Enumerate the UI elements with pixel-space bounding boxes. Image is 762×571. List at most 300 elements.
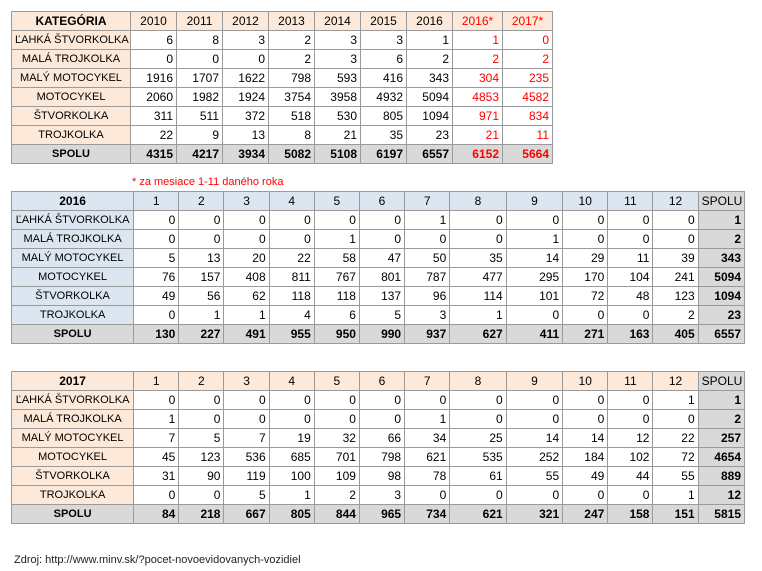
table-row bbox=[12, 69, 553, 88]
grand-total: 6557 bbox=[698, 325, 744, 344]
total-value: 627 bbox=[450, 325, 506, 344]
value-cell: 1622 bbox=[223, 69, 269, 88]
row-sum: 257 bbox=[698, 429, 744, 448]
value-cell: 2 bbox=[653, 306, 698, 325]
value-cell: 0 bbox=[608, 486, 653, 505]
value-cell: 304 bbox=[453, 69, 503, 88]
value-cell: 61 bbox=[450, 467, 506, 486]
value-cell: 0 bbox=[563, 230, 608, 249]
month-header: 5 bbox=[314, 372, 359, 391]
value-cell: 1 bbox=[224, 306, 269, 325]
value-cell: 101 bbox=[506, 287, 562, 306]
value-cell: 0 bbox=[359, 230, 404, 249]
value-cell: 119 bbox=[224, 467, 269, 486]
value-cell: 0 bbox=[314, 410, 359, 429]
row-sum: 343 bbox=[698, 249, 744, 268]
table-row bbox=[12, 467, 745, 486]
footnote: * za mesiace 1-11 daného roka bbox=[132, 176, 284, 188]
total-value: 321 bbox=[506, 505, 562, 524]
value-cell: 0 bbox=[563, 391, 608, 410]
total-value: 84 bbox=[134, 505, 179, 524]
value-cell: 2 bbox=[453, 50, 503, 69]
total-label: SPOLU bbox=[12, 325, 134, 344]
value-cell: 14 bbox=[563, 429, 608, 448]
value-cell: 44 bbox=[608, 467, 653, 486]
value-cell: 7 bbox=[224, 429, 269, 448]
row-sum: 2 bbox=[698, 230, 744, 249]
value-cell: 62 bbox=[224, 287, 269, 306]
value-cell: 593 bbox=[315, 69, 361, 88]
value-cell: 56 bbox=[179, 287, 224, 306]
table-row bbox=[12, 88, 553, 107]
row-sum: 12 bbox=[698, 486, 744, 505]
total-value: 130 bbox=[134, 325, 179, 344]
value-cell: 0 bbox=[405, 391, 450, 410]
value-cell: 2 bbox=[269, 50, 315, 69]
value-cell: 511 bbox=[177, 107, 223, 126]
value-cell: 45 bbox=[134, 448, 179, 467]
value-cell: 55 bbox=[506, 467, 562, 486]
row-sum: 5094 bbox=[698, 268, 744, 287]
table-row bbox=[12, 107, 553, 126]
value-cell: 0 bbox=[224, 211, 269, 230]
value-cell: 4853 bbox=[453, 88, 503, 107]
value-cell: 1 bbox=[653, 391, 698, 410]
value-cell: 66 bbox=[359, 429, 404, 448]
value-cell: 535 bbox=[450, 448, 506, 467]
value-cell: 35 bbox=[361, 126, 407, 145]
year-header: 2016 bbox=[12, 192, 134, 211]
value-cell: 0 bbox=[134, 391, 179, 410]
category-header: KATEGÓRIA bbox=[12, 12, 131, 31]
value-cell: 798 bbox=[269, 69, 315, 88]
category-label: MOTOCYKEL bbox=[12, 268, 134, 287]
value-cell: 35 bbox=[450, 249, 506, 268]
value-cell: 0 bbox=[314, 391, 359, 410]
value-cell: 157 bbox=[179, 268, 224, 287]
total-value: 271 bbox=[563, 325, 608, 344]
value-cell: 5 bbox=[359, 306, 404, 325]
total-value: 218 bbox=[179, 505, 224, 524]
category-label: MALÁ TROJKOLKA bbox=[12, 410, 134, 429]
value-cell: 408 bbox=[224, 268, 269, 287]
value-cell: 3 bbox=[315, 50, 361, 69]
total-value: 227 bbox=[179, 325, 224, 344]
value-cell: 184 bbox=[563, 448, 608, 467]
month-header: 3 bbox=[224, 372, 269, 391]
value-cell: 118 bbox=[314, 287, 359, 306]
value-cell: 3754 bbox=[269, 88, 315, 107]
value-cell: 29 bbox=[563, 249, 608, 268]
value-cell: 1 bbox=[450, 306, 506, 325]
category-label: TROJKOLKA bbox=[12, 306, 134, 325]
total-value: 411 bbox=[506, 325, 562, 344]
value-cell: 0 bbox=[563, 486, 608, 505]
value-cell: 13 bbox=[223, 126, 269, 145]
value-cell: 7 bbox=[134, 429, 179, 448]
value-cell: 5 bbox=[134, 249, 179, 268]
value-cell: 6 bbox=[314, 306, 359, 325]
value-cell: 1 bbox=[653, 486, 698, 505]
value-cell: 1 bbox=[407, 31, 453, 50]
month-header: 12 bbox=[653, 192, 698, 211]
total-value: 5108 bbox=[315, 145, 361, 164]
month-header: 1 bbox=[134, 192, 179, 211]
value-cell: 3 bbox=[405, 306, 450, 325]
value-cell: 0 bbox=[506, 486, 562, 505]
value-cell: 0 bbox=[179, 391, 224, 410]
value-cell: 0 bbox=[223, 50, 269, 69]
table-row bbox=[12, 287, 745, 306]
year-header: 2017* bbox=[503, 12, 553, 31]
value-cell: 0 bbox=[224, 410, 269, 429]
value-cell: 72 bbox=[563, 287, 608, 306]
value-cell: 252 bbox=[506, 448, 562, 467]
row-sum: 1 bbox=[698, 211, 744, 230]
value-cell: 76 bbox=[134, 268, 179, 287]
value-cell: 3958 bbox=[315, 88, 361, 107]
total-value: 621 bbox=[450, 505, 506, 524]
month-header: 12 bbox=[653, 372, 698, 391]
value-cell: 0 bbox=[269, 410, 314, 429]
month-header: 7 bbox=[405, 372, 450, 391]
value-cell: 32 bbox=[314, 429, 359, 448]
value-cell: 22 bbox=[269, 249, 314, 268]
value-cell: 0 bbox=[359, 211, 404, 230]
value-cell: 5094 bbox=[407, 88, 453, 107]
year-header: 2017 bbox=[12, 372, 134, 391]
row-sum: 4654 bbox=[698, 448, 744, 467]
category-label: MOTOCYKEL bbox=[12, 448, 134, 467]
category-label: MALÁ TROJKOLKA bbox=[12, 50, 131, 69]
total-value: 734 bbox=[405, 505, 450, 524]
year-header: 2011 bbox=[177, 12, 223, 31]
value-cell: 2060 bbox=[131, 88, 177, 107]
category-label: TROJKOLKA bbox=[12, 126, 131, 145]
value-cell: 0 bbox=[608, 306, 653, 325]
value-cell: 0 bbox=[450, 410, 506, 429]
total-value: 805 bbox=[269, 505, 314, 524]
category-label: ŠTVORKOLKA bbox=[12, 467, 134, 486]
value-cell: 0 bbox=[653, 211, 698, 230]
value-cell: 0 bbox=[269, 230, 314, 249]
total-row bbox=[12, 325, 745, 344]
row-sum: 1094 bbox=[698, 287, 744, 306]
month-header: 9 bbox=[506, 192, 562, 211]
value-cell: 0 bbox=[405, 486, 450, 505]
value-cell: 50 bbox=[405, 249, 450, 268]
value-cell: 11 bbox=[503, 126, 553, 145]
value-cell: 48 bbox=[608, 287, 653, 306]
grand-total: 5815 bbox=[698, 505, 744, 524]
value-cell: 0 bbox=[608, 410, 653, 429]
month-header: 4 bbox=[269, 372, 314, 391]
month-header: 5 bbox=[314, 192, 359, 211]
value-cell: 0 bbox=[563, 306, 608, 325]
total-value: 990 bbox=[359, 325, 404, 344]
value-cell: 137 bbox=[359, 287, 404, 306]
month-header: 8 bbox=[450, 192, 506, 211]
row-sum: 889 bbox=[698, 467, 744, 486]
value-cell: 19 bbox=[269, 429, 314, 448]
total-value: 6557 bbox=[407, 145, 453, 164]
value-cell: 685 bbox=[269, 448, 314, 467]
value-cell: 801 bbox=[359, 268, 404, 287]
year-header: 2010 bbox=[131, 12, 177, 31]
total-value: 491 bbox=[224, 325, 269, 344]
month-header: 2 bbox=[179, 372, 224, 391]
total-label: SPOLU bbox=[12, 505, 134, 524]
month-header: 1 bbox=[134, 372, 179, 391]
value-cell: 1924 bbox=[223, 88, 269, 107]
year-header: 2012 bbox=[223, 12, 269, 31]
value-cell: 22 bbox=[131, 126, 177, 145]
value-cell: 4 bbox=[269, 306, 314, 325]
value-cell: 90 bbox=[179, 467, 224, 486]
value-cell: 0 bbox=[134, 306, 179, 325]
table-row bbox=[12, 211, 745, 230]
value-cell: 0 bbox=[177, 50, 223, 69]
value-cell: 9 bbox=[177, 126, 223, 145]
row-sum: 1 bbox=[698, 391, 744, 410]
value-cell: 47 bbox=[359, 249, 404, 268]
table-row bbox=[12, 306, 745, 325]
value-cell: 1 bbox=[134, 410, 179, 429]
value-cell: 811 bbox=[269, 268, 314, 287]
value-cell: 0 bbox=[359, 391, 404, 410]
year-header: 2014 bbox=[315, 12, 361, 31]
value-cell: 0 bbox=[359, 410, 404, 429]
value-cell: 3 bbox=[223, 31, 269, 50]
category-label: TROJKOLKA bbox=[12, 486, 134, 505]
sum-header: SPOLU bbox=[698, 372, 744, 391]
value-cell: 5 bbox=[224, 486, 269, 505]
value-cell: 798 bbox=[359, 448, 404, 467]
value-cell: 0 bbox=[506, 306, 562, 325]
total-value: 6152 bbox=[453, 145, 503, 164]
category-label: MALÝ MOTOCYKEL bbox=[12, 429, 134, 448]
month-header: 6 bbox=[359, 192, 404, 211]
month-header: 9 bbox=[506, 372, 562, 391]
value-cell: 295 bbox=[506, 268, 562, 287]
value-cell: 3 bbox=[361, 31, 407, 50]
value-cell: 11 bbox=[608, 249, 653, 268]
year-header: 2015 bbox=[361, 12, 407, 31]
value-cell: 1 bbox=[405, 410, 450, 429]
value-cell: 8 bbox=[177, 31, 223, 50]
value-cell: 100 bbox=[269, 467, 314, 486]
total-value: 4217 bbox=[177, 145, 223, 164]
month-header: 8 bbox=[450, 372, 506, 391]
value-cell: 8 bbox=[269, 126, 315, 145]
value-cell: 0 bbox=[134, 486, 179, 505]
value-cell: 96 bbox=[405, 287, 450, 306]
table-row bbox=[12, 391, 745, 410]
value-cell: 98 bbox=[359, 467, 404, 486]
total-value: 247 bbox=[563, 505, 608, 524]
total-row bbox=[12, 145, 553, 164]
value-cell: 114 bbox=[450, 287, 506, 306]
table-row bbox=[12, 448, 745, 467]
value-cell: 14 bbox=[506, 249, 562, 268]
table-row bbox=[12, 230, 745, 249]
year-header: 2016 bbox=[407, 12, 453, 31]
value-cell: 1707 bbox=[177, 69, 223, 88]
value-cell: 170 bbox=[563, 268, 608, 287]
value-cell: 72 bbox=[653, 448, 698, 467]
monthly-2016-table bbox=[11, 191, 745, 344]
value-cell: 0 bbox=[653, 410, 698, 429]
value-cell: 2 bbox=[407, 50, 453, 69]
value-cell: 2 bbox=[269, 31, 315, 50]
total-value: 5082 bbox=[269, 145, 315, 164]
total-label: SPOLU bbox=[12, 145, 131, 164]
value-cell: 311 bbox=[131, 107, 177, 126]
value-cell: 31 bbox=[134, 467, 179, 486]
value-cell: 536 bbox=[224, 448, 269, 467]
total-value: 5664 bbox=[503, 145, 553, 164]
value-cell: 49 bbox=[563, 467, 608, 486]
total-value: 6197 bbox=[361, 145, 407, 164]
value-cell: 1 bbox=[405, 211, 450, 230]
value-cell: 14 bbox=[506, 429, 562, 448]
value-cell: 416 bbox=[361, 69, 407, 88]
value-cell: 530 bbox=[315, 107, 361, 126]
total-value: 844 bbox=[314, 505, 359, 524]
year-header: 2013 bbox=[269, 12, 315, 31]
source-citation: Zdroj: http://www.minv.sk/?pocet-novoevidovanych-vozidiel bbox=[14, 554, 301, 566]
value-cell: 39 bbox=[653, 249, 698, 268]
value-cell: 0 bbox=[503, 31, 553, 50]
header-row bbox=[12, 192, 745, 211]
total-row bbox=[12, 505, 745, 524]
value-cell: 3 bbox=[359, 486, 404, 505]
value-cell: 58 bbox=[314, 249, 359, 268]
value-cell: 0 bbox=[506, 211, 562, 230]
value-cell: 21 bbox=[315, 126, 361, 145]
value-cell: 0 bbox=[179, 486, 224, 505]
value-cell: 0 bbox=[179, 410, 224, 429]
value-cell: 0 bbox=[450, 486, 506, 505]
value-cell: 23 bbox=[407, 126, 453, 145]
value-cell: 78 bbox=[405, 467, 450, 486]
value-cell: 787 bbox=[405, 268, 450, 287]
value-cell: 0 bbox=[450, 391, 506, 410]
value-cell: 0 bbox=[450, 230, 506, 249]
total-value: 4315 bbox=[131, 145, 177, 164]
value-cell: 6 bbox=[131, 31, 177, 50]
value-cell: 1 bbox=[179, 306, 224, 325]
category-label: MALÝ MOTOCYKEL bbox=[12, 69, 131, 88]
value-cell: 13 bbox=[179, 249, 224, 268]
yearly-registrations-table bbox=[11, 11, 553, 164]
value-cell: 34 bbox=[405, 429, 450, 448]
value-cell: 123 bbox=[179, 448, 224, 467]
value-cell: 372 bbox=[223, 107, 269, 126]
value-cell: 1982 bbox=[177, 88, 223, 107]
value-cell: 0 bbox=[224, 391, 269, 410]
sum-header: SPOLU bbox=[698, 192, 744, 211]
value-cell: 1916 bbox=[131, 69, 177, 88]
row-sum: 2 bbox=[698, 410, 744, 429]
total-value: 937 bbox=[405, 325, 450, 344]
value-cell: 0 bbox=[608, 391, 653, 410]
value-cell: 1 bbox=[314, 230, 359, 249]
value-cell: 0 bbox=[506, 410, 562, 429]
value-cell: 834 bbox=[503, 107, 553, 126]
value-cell: 0 bbox=[450, 211, 506, 230]
month-header: 10 bbox=[563, 372, 608, 391]
total-value: 667 bbox=[224, 505, 269, 524]
total-value: 163 bbox=[608, 325, 653, 344]
value-cell: 0 bbox=[179, 211, 224, 230]
value-cell: 6 bbox=[361, 50, 407, 69]
value-cell: 971 bbox=[453, 107, 503, 126]
value-cell: 0 bbox=[563, 410, 608, 429]
value-cell: 0 bbox=[608, 230, 653, 249]
month-header: 4 bbox=[269, 192, 314, 211]
value-cell: 1 bbox=[453, 31, 503, 50]
value-cell: 2 bbox=[314, 486, 359, 505]
category-label: MOTOCYKEL bbox=[12, 88, 131, 107]
value-cell: 102 bbox=[608, 448, 653, 467]
value-cell: 701 bbox=[314, 448, 359, 467]
value-cell: 1094 bbox=[407, 107, 453, 126]
value-cell: 0 bbox=[131, 50, 177, 69]
header-row bbox=[12, 372, 745, 391]
value-cell: 22 bbox=[653, 429, 698, 448]
table-row bbox=[12, 50, 553, 69]
value-cell: 104 bbox=[608, 268, 653, 287]
value-cell: 20 bbox=[224, 249, 269, 268]
category-label: ĽAHKÁ ŠTVORKOLKA bbox=[12, 391, 134, 410]
value-cell: 1 bbox=[269, 486, 314, 505]
value-cell: 109 bbox=[314, 467, 359, 486]
month-header: 6 bbox=[359, 372, 404, 391]
total-value: 950 bbox=[314, 325, 359, 344]
category-label: ĽAHKÁ ŠTVORKOLKA bbox=[12, 31, 131, 50]
total-value: 405 bbox=[653, 325, 698, 344]
value-cell: 1 bbox=[506, 230, 562, 249]
value-cell: 0 bbox=[179, 230, 224, 249]
table-row bbox=[12, 31, 553, 50]
total-value: 3934 bbox=[223, 145, 269, 164]
value-cell: 5 bbox=[179, 429, 224, 448]
monthly-2017-table bbox=[11, 371, 745, 524]
month-header: 2 bbox=[179, 192, 224, 211]
value-cell: 0 bbox=[563, 211, 608, 230]
value-cell: 477 bbox=[450, 268, 506, 287]
value-cell: 767 bbox=[314, 268, 359, 287]
value-cell: 241 bbox=[653, 268, 698, 287]
month-header: 11 bbox=[608, 372, 653, 391]
value-cell: 0 bbox=[269, 211, 314, 230]
value-cell: 123 bbox=[653, 287, 698, 306]
category-label: ĽAHKÁ ŠTVORKOLKA bbox=[12, 211, 134, 230]
month-header: 7 bbox=[405, 192, 450, 211]
value-cell: 0 bbox=[506, 391, 562, 410]
table-row bbox=[12, 486, 745, 505]
month-header: 10 bbox=[563, 192, 608, 211]
total-value: 158 bbox=[608, 505, 653, 524]
table-row bbox=[12, 268, 745, 287]
value-cell: 518 bbox=[269, 107, 315, 126]
total-value: 955 bbox=[269, 325, 314, 344]
value-cell: 21 bbox=[453, 126, 503, 145]
month-header: 11 bbox=[608, 192, 653, 211]
value-cell: 118 bbox=[269, 287, 314, 306]
header-row bbox=[12, 12, 553, 31]
